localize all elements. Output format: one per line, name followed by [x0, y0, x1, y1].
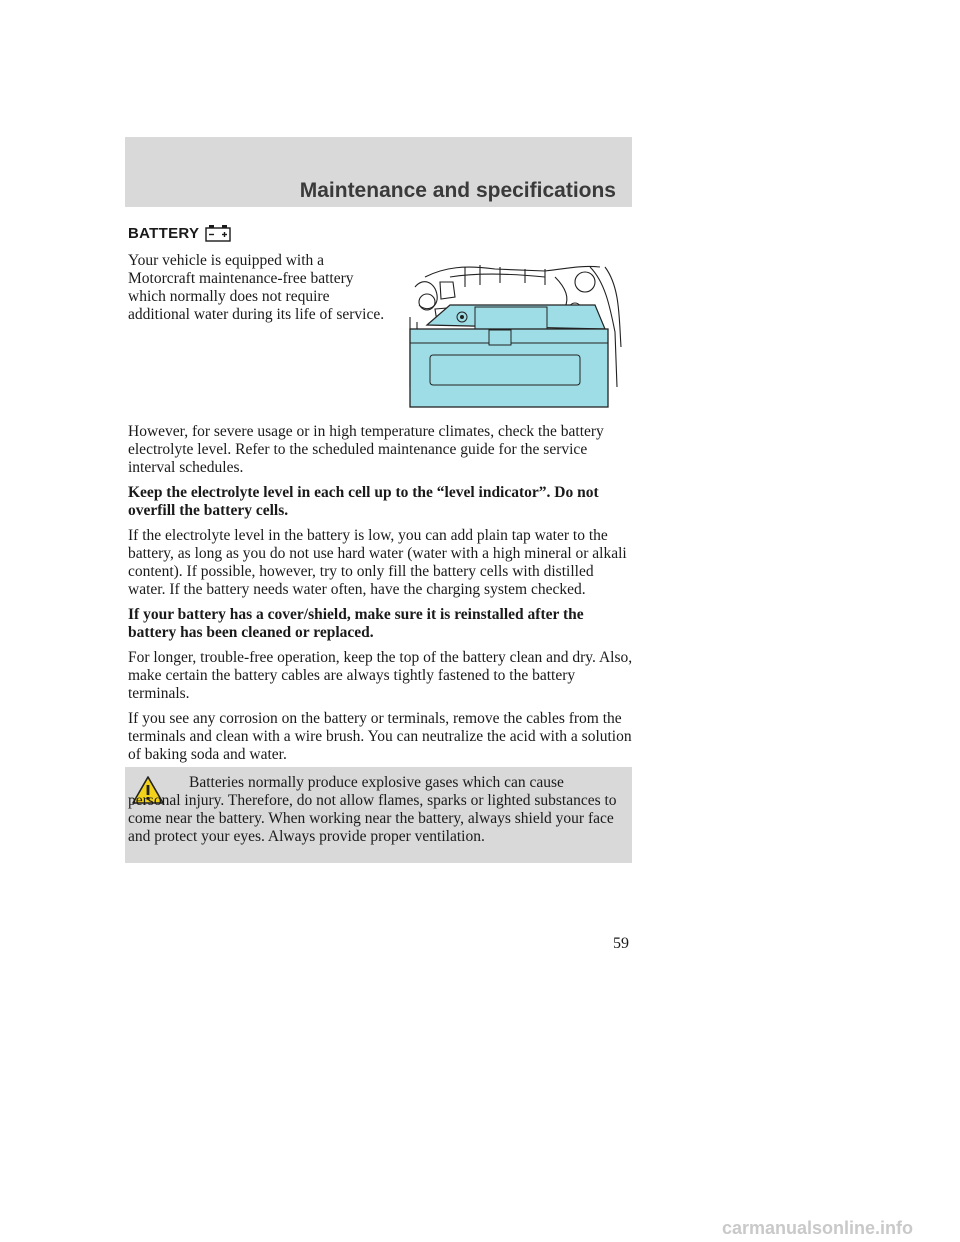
paragraph-severe-usage: However, for severe usage or in high temperature climates, check the battery electrolyte level. Refer to the scheduled maintenance guide for the service interval schedules.: [128, 423, 604, 476]
watermark: carmanualsonline.info: [722, 1218, 914, 1238]
page-number: 59: [613, 935, 629, 952]
section-heading: [128, 224, 231, 242]
warning-box: [125, 767, 632, 863]
header-band: [125, 137, 632, 207]
header-title: Maintenance and specifications: [299, 179, 616, 202]
warning-text-first-line: Batteries normally produce explosive gases which can cause: [189, 774, 564, 791]
paragraph-cover-shield: If your battery has a cover/shield, make sure it is reinstalled after the battery has been cleaned or replaced.: [128, 606, 584, 641]
paragraph-corrosion: If you see any corrosion on the battery or terminals, remove the cables from the terminals and clean with a wire brush. You can neutralize the acid with a solution of baking soda and water.: [128, 710, 632, 763]
battery-icon: [205, 224, 231, 242]
intro-paragraph: Your vehicle is equipped with a Motorcraft maintenance-free battery which normally does not require additional water during its life of service.: [128, 252, 385, 323]
paragraph-level-indicator: Keep the electrolyte level in each cell up to the “level indicator”. Do not overfill the battery cells.: [128, 484, 599, 519]
paragraph-clean-dry: For longer, trouble-free operation, keep the top of the battery clean and dry. Also, make certain the battery cables are always tightly fastened to the battery terminals.: [128, 649, 633, 702]
battery-illustration: [405, 247, 623, 410]
section-heading-text: BATTERY: [128, 224, 200, 242]
body-text: [128, 423, 634, 771]
warning-text: personal injury. Therefore, do not allow flames, sparks or lighted substances to come near the battery. When working near the battery, always shield your face and protect your eyes. Always provide proper ventilation.: [128, 792, 617, 845]
paragraph-low-electrolyte: If the electrolyte level in the battery is low, you can add plain tap water to the battery, as long as you do not use hard water (water with a high mineral or alkali content). If possible, however, try to only fill the battery cells with distilled water. If the battery needs water often, have the charging system checked.: [128, 527, 627, 598]
